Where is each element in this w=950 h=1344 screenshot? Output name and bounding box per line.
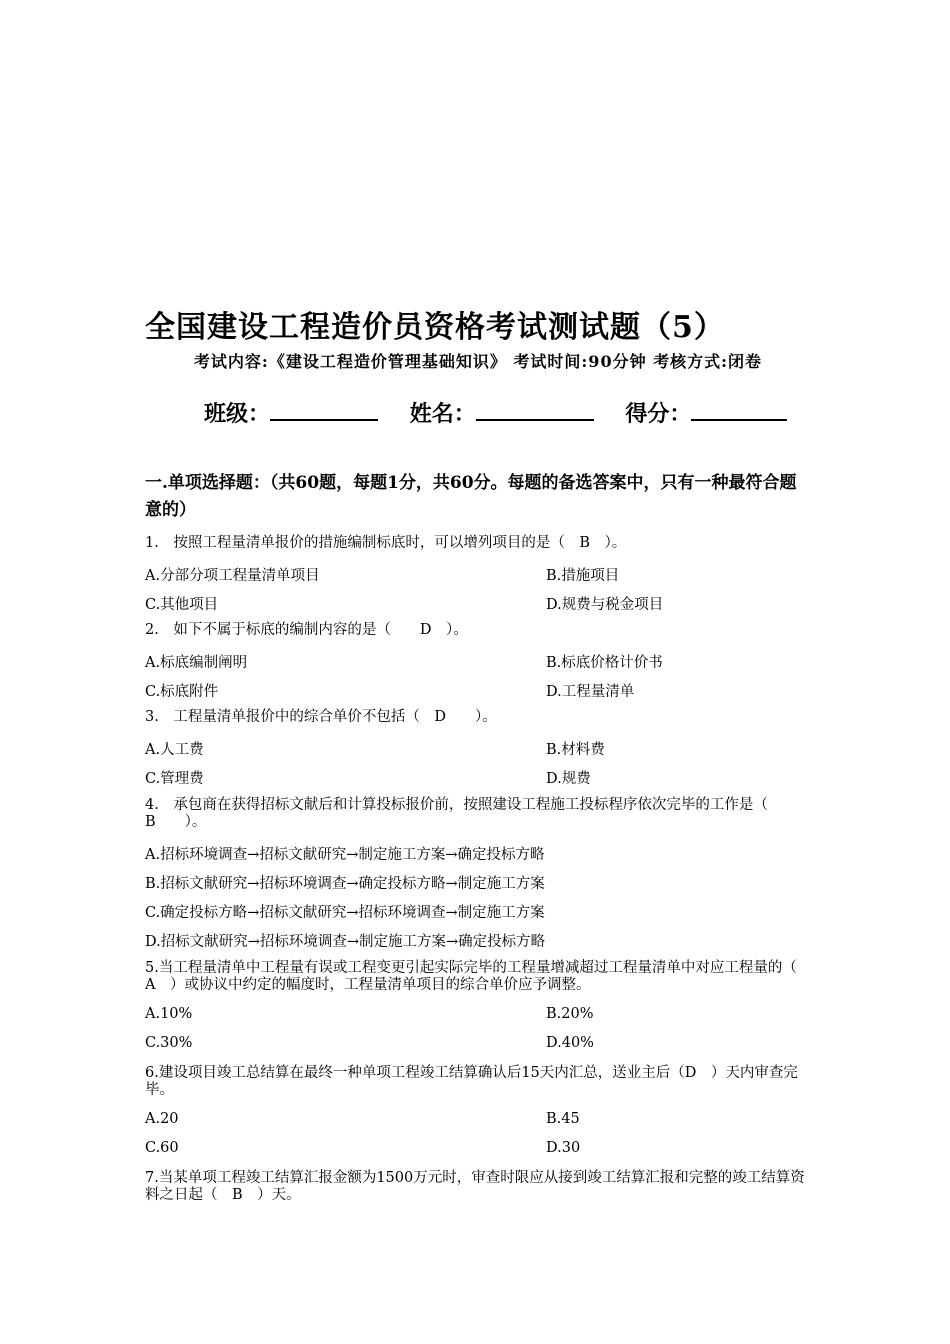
option-6b: B.45 — [546, 1111, 580, 1127]
section-heading: 一.单项选择题：（共60题，每题1分，共60分。每题的备选答案中，只有一种最符合题意的） — [145, 473, 797, 520]
option-1b: B.措施项目 — [546, 568, 620, 584]
option-4a: A.招标环境调查→招标文献研究→制定施工方案→确定投标方略 — [145, 847, 545, 863]
option-5d: D.40% — [546, 1035, 594, 1051]
option-2c: C.标底附件 — [145, 684, 219, 700]
option-3c: C.管理费 — [145, 771, 204, 787]
option-5c: C.30% — [145, 1035, 193, 1051]
option-1d: D.规费与税金项目 — [546, 597, 664, 613]
option-5b: B.20% — [546, 1006, 594, 1022]
question-5: 5.当工程量清单中工程量有误或工程变更引起实际完毕的工程量增减超过工程量清单中对应工程量的（ A ）或协议中约定的幅度时，工程量清单项目的综合单价应予调整。 — [145, 960, 812, 993]
option-3d: D.规费 — [546, 771, 591, 787]
option-6a: A.20 — [145, 1111, 179, 1127]
score-label: 得分： — [625, 402, 692, 427]
option-6d: D.30 — [546, 1140, 581, 1156]
option-1c: C.其他项目 — [145, 597, 219, 613]
question-4: 4. 承包商在获得招标文献后和计算投标报价前，按照建设工程施工投标程序依次完毕的工作是（ B ）。 — [145, 797, 783, 830]
question-3: 3. 工程量清单报价中的综合单价不包括（ D ）。 — [145, 709, 497, 725]
option-2b: B.标底价格计价书 — [546, 655, 663, 671]
option-4d: D.招标文献研究→招标环境调查→制定施工方案→确定投标方略 — [145, 934, 546, 950]
option-3b: B.材料费 — [546, 742, 605, 758]
score-field — [625, 395, 787, 428]
class-blank — [270, 395, 378, 421]
option-1a: A.分部分项工程量清单项目 — [145, 568, 320, 584]
option-6c: C.60 — [145, 1140, 179, 1156]
question-6: 6.建设项目竣工总结算在最终一种单项工程竣工结算确认后15天内汇总，送业主后（D ）天内审查完毕。 — [145, 1065, 798, 1098]
name-blank — [476, 395, 594, 421]
exam-title: 全国建设工程造价员资格考试测试题（5） — [145, 310, 725, 345]
student-info-fields — [204, 395, 811, 428]
option-2a: A.标底编制阐明 — [145, 655, 248, 671]
option-3a: A.人工费 — [145, 742, 204, 758]
name-field — [410, 395, 594, 428]
score-blank — [691, 395, 787, 421]
question-7: 7.当某单项工程竣工结算汇报金额为1500万元时，审查时限应从接到竣工结算汇报和完整的竣工结算资料之日起（ B ）天。 — [145, 1170, 805, 1203]
option-4c: C.确定投标方略→招标文献研究→招标环境调查→制定施工方案 — [145, 905, 545, 921]
option-5a: A.10% — [145, 1006, 193, 1022]
class-label: 班级： — [204, 402, 271, 427]
question-2: 2. 如下不属于标底的编制内容的是（ D ）。 — [145, 622, 468, 638]
question-1: 1. 按照工程量清单报价的措施编制标底时，可以增列项目的是（ B ）。 — [145, 535, 627, 551]
option-2d: D.工程量清单 — [546, 684, 635, 700]
option-4b: B.招标文献研究→招标环境调查→确定投标方略→制定施工方案 — [145, 876, 545, 892]
class-field — [204, 395, 378, 428]
exam-subtitle: 考试内容:《建设工程造价管理基础知识》 考试时间:90分钟 考核方式:闭卷 — [193, 352, 763, 371]
name-label: 姓名： — [409, 402, 476, 427]
